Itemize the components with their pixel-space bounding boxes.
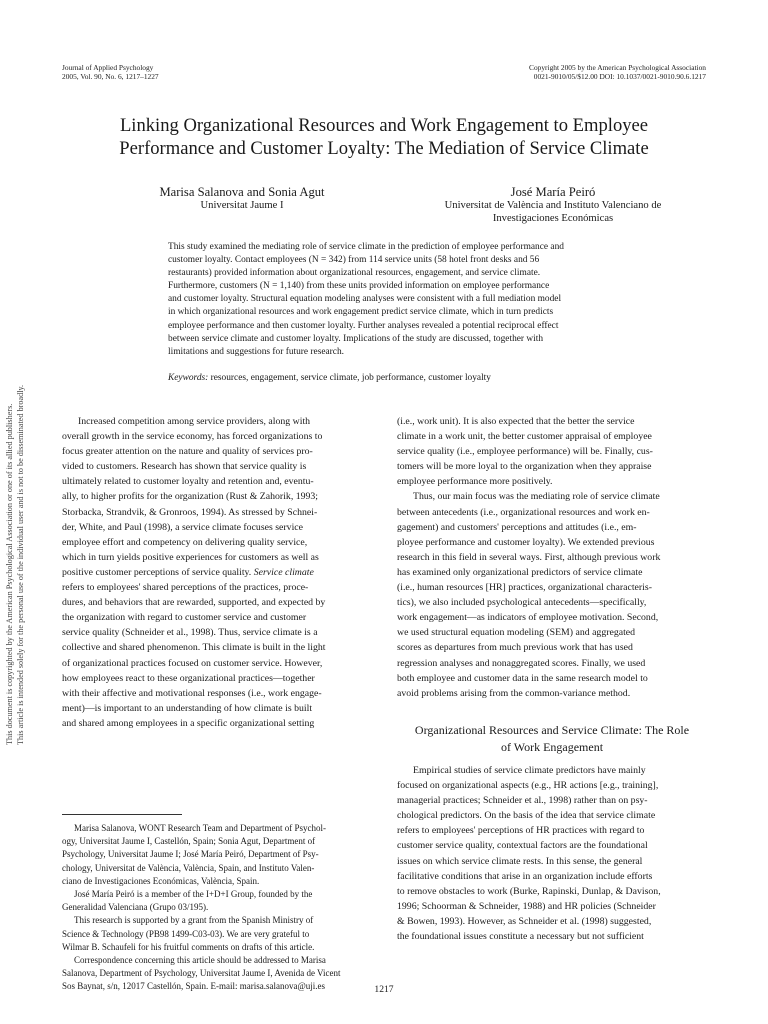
footnote-line: Sos Baynat, s/n, 12017 Castellón, Spain. E-mail: marisa.salanova@uji.es [62, 981, 326, 992]
body-line: between antecedents (i.e., organizational resources and work en- [397, 506, 650, 518]
running-header-right [529, 64, 706, 81]
footnote-line: Correspondence concerning this article should be addressed to Marisa [74, 955, 326, 966]
body-line: refers to employees' perceptions of HR practices with regard to [397, 825, 645, 837]
body-line: we used structural equation modeling (SEM) and aggregated [397, 627, 636, 639]
body-line [62, 565, 372, 580]
body-line: how employees react to these organizational practices—together [62, 672, 315, 684]
footnote-line: Wilmar B. Schaufeli for his fruitful comments on drafts of this article. [62, 941, 315, 952]
body-line: employee effort and competency on delivering quality service, [62, 536, 308, 548]
body-line: focused on organizational aspects (e.g., HR actions [e.g., training], [397, 780, 659, 792]
author-affiliation: Universitat de València and Instituto Valenciano de [444, 200, 662, 211]
footnote-line: Marisa Salanova, WONT Research Team and Department of Psychol- [74, 823, 327, 833]
body-line: collective and shared phenomenon. This climate is built in the light [62, 642, 326, 654]
body-line: Storbacka, Strandvik, & Gronroos, 1994). As stressed by Schnei- [62, 506, 318, 518]
body-line: der, White, and Paul (1998), a service climate focuses service [62, 521, 303, 533]
author-note [62, 822, 372, 994]
keywords-label: Keywords: [168, 373, 209, 383]
body-line: with their affective and motivational responses (i.e., work engage- [62, 687, 322, 699]
body-line: Increased competition among service providers, along with [78, 416, 311, 427]
body-line: Empirical studies of service climate predictors have mainly [413, 765, 646, 776]
abstract-line: Furthermore, customers (N = 1,140) from these units provided information on employee performance [168, 281, 550, 292]
body-line: (i.e., human resources [HR] practices, organizational characteris- [397, 582, 652, 594]
abstract-line: and customer loyalty. Structural equation modeling analyses were consistent with a full mediation model [168, 294, 562, 305]
body-line: the foundational issues constitute a necessary but not sufficient [397, 931, 644, 943]
body-line: focus greater attention on the nature and quality of services pro- [62, 446, 313, 458]
body-line: work engagement—as indicators of employee motivation. Second, [397, 612, 659, 624]
body-line: managerial practices; Schneider et al., 1998) rather than on psy- [397, 795, 648, 807]
body-line: avoid problems arising from the common-variance method. [397, 687, 631, 699]
abstract-line: employee performance and then customer loyalty. Further analyses revealed a potential reciprocal effect [168, 320, 559, 331]
keywords [168, 372, 603, 384]
abstract [168, 241, 603, 359]
page-number: 1217 [374, 984, 394, 995]
body-line: gagement) and customers' perceptions and attitudes (i.e., em- [397, 521, 637, 533]
section-heading-line: Organizational Resources and Service Climate: The Role [414, 723, 690, 737]
running-header-left [62, 64, 159, 81]
body-line: refers to employees' shared perceptions of the practices, proce- [62, 582, 309, 594]
italic-term: Service climate [253, 566, 314, 578]
abstract-line: restaurants) provided information about organizational resources, engagement, and service climate. [168, 268, 541, 279]
body-line: vided to customers. Research has shown that service quality is [62, 461, 307, 473]
footnote-line: This research is supported by a grant from the Spanish Ministry of [74, 915, 314, 926]
body-line: which in turn yields positive experiences for customers as well as [62, 551, 319, 563]
title-line: Linking Organizational Resources and Work Engagement to Employee [119, 115, 649, 136]
keywords-list: resources, engagement, service climate, job performance, customer loyalty [210, 373, 491, 383]
paper-title [60, 114, 708, 160]
body-line: service quality (i.e., employee performance) will be. Finally, cus- [397, 446, 653, 458]
doi-line: 0021-9010/05/$12.00 DOI: 10.1037/0021-9010.90.6.1217 [533, 71, 706, 81]
body-line: to remove obstacles to work (Burke, Rapinski, Dunlap, & Davison, [397, 885, 661, 897]
body-line: ultimately related to customer loyalty and retention and, eventu- [62, 476, 314, 488]
footnote-line: ciano de Investigaciones Económicas, València, Spain. [62, 875, 260, 886]
body-line: both employee and customer data in the same research model to [397, 672, 648, 684]
body-line: tics), we also included psychological antecedents—specifically, [397, 597, 647, 609]
body-line: climate in a work unit, the better customer appraisal of employee [397, 431, 652, 443]
body-line: Thus, our main focus was the mediating role of service climate [413, 491, 660, 503]
body-line: tomers will be more loyal to the organization when they appraise [397, 461, 652, 473]
author-names: Marisa Salanova and Sonia Agut [159, 185, 325, 199]
body-line: the organization with regard to customer service and customer [62, 612, 307, 624]
body-line: ployee performance and customer loyalty). We extended previous [397, 536, 655, 548]
body-line: & Bowen, 1993). However, as Schneider et al. (1998) suggested, [397, 915, 652, 927]
journal-volume: 2005, Vol. 90, No. 6, 1217–1227 [62, 71, 159, 81]
footnote-line: Salanova, Department of Psychology, Universitat Jaume I, Avenida de Vicent [62, 968, 341, 979]
abstract-line: between service climate and customer loyalty. Implications of the study are discussed, together with [168, 333, 544, 344]
body-line: employee performance more positively. [397, 476, 553, 488]
abstract-line: in which organizational resources and work engagement predict service climate, which in turn predicts [168, 307, 554, 318]
body-line: issues on which service climate rests. In this sense, the general [397, 855, 643, 867]
section-heading [397, 722, 707, 756]
author-block-right [418, 185, 688, 225]
body-line: has examined only organizational predictors of service climate [397, 566, 643, 578]
author-affiliation: Investigaciones Económicas [492, 213, 614, 224]
copyright-sidebar-line: This document is copyrighted by the American Psychological Association or one of its allied publishers. [5, 403, 14, 745]
body-line-text: positive customer perceptions of service quality. [62, 566, 252, 578]
body-line: (i.e., work unit). It is also expected that the better the service [397, 416, 635, 427]
body-line: and shared among employees in a specific organizational setting [62, 717, 315, 729]
author-block-left [112, 185, 372, 212]
footnote-line: ogy, Universitat Jaume I, Castellón, Spain; Sonia Agut, Department of [62, 836, 316, 847]
copyright-line: Copyright 2005 by the American Psychological Association [529, 63, 706, 72]
right-column-body [397, 414, 707, 701]
footnote-line: Generalidad Valenciana (Grupo 03/195). [62, 902, 209, 913]
right-column-body-section [397, 763, 707, 944]
body-line: service quality (Schneider et al., 1998). Thus, service climate is a [62, 627, 318, 639]
footnote-line: Psychology, Universitat Jaume I; José María Peiró, Department of Psy- [62, 849, 319, 860]
body-line: research in this field in several ways. First, although previous work [397, 551, 661, 563]
footnote-line: chology, Universitat de València, València, Spain, and Instituto Valen- [62, 862, 315, 873]
abstract-line: customer loyalty. Contact employees (N = 342) from 114 service units (58 hotel front desks and 56 [168, 255, 540, 266]
footnote-rule [62, 814, 182, 815]
body-line: regression analyses and nonaggregated scores. Finally, we used [397, 657, 646, 669]
footnote-line: Science & Technology (PB98 1499-C03-03). We are very grateful to [62, 928, 310, 939]
body-line: of organizational practices focused on customer service. However, [62, 657, 323, 669]
title-line: Performance and Customer Loyalty: The Mediation of Service Climate [119, 138, 649, 159]
body-line: scores as departures from much previous work that has used [397, 642, 633, 654]
abstract-line: This study examined the mediating role of service climate in the prediction of employee performance and [168, 242, 564, 252]
body-line: 1996; Schoorman & Schneider, 1988) and HR policies (Schneider [397, 900, 656, 912]
body-line: customer service quality, contextual factors are the foundational [397, 840, 648, 852]
body-line: ment)—is important to an understanding of how climate is built [62, 702, 313, 714]
body-line: chological predictors. On the basis of the idea that service climate [397, 810, 656, 822]
journal-name: Journal of Applied Psychology [62, 63, 154, 72]
author-names: José María Peiró [510, 185, 596, 199]
footnote-line: José María Peiró is a member of the I+D+I Group, founded by the [74, 889, 313, 900]
body-line: ally, to higher profits for the organization (Rust & Zahorik, 1993; [62, 491, 319, 503]
section-heading-line: of Work Engagement [500, 740, 604, 754]
copyright-sidebar-line: This article is intended solely for the personal use of the individual user and is not to be disseminated broadly. [16, 384, 25, 745]
body-line: facilitative conditions that arise in an organization include efforts [397, 870, 653, 882]
body-line: overall growth in the service economy, has forced organizations to [62, 431, 323, 443]
left-column-body [62, 414, 372, 731]
author-affiliation: Universitat Jaume I [200, 200, 284, 211]
abstract-line: limitations and suggestions for future research. [168, 346, 344, 357]
body-line: dures, and behaviors that are rewarded, supported, and expected by [62, 597, 326, 609]
